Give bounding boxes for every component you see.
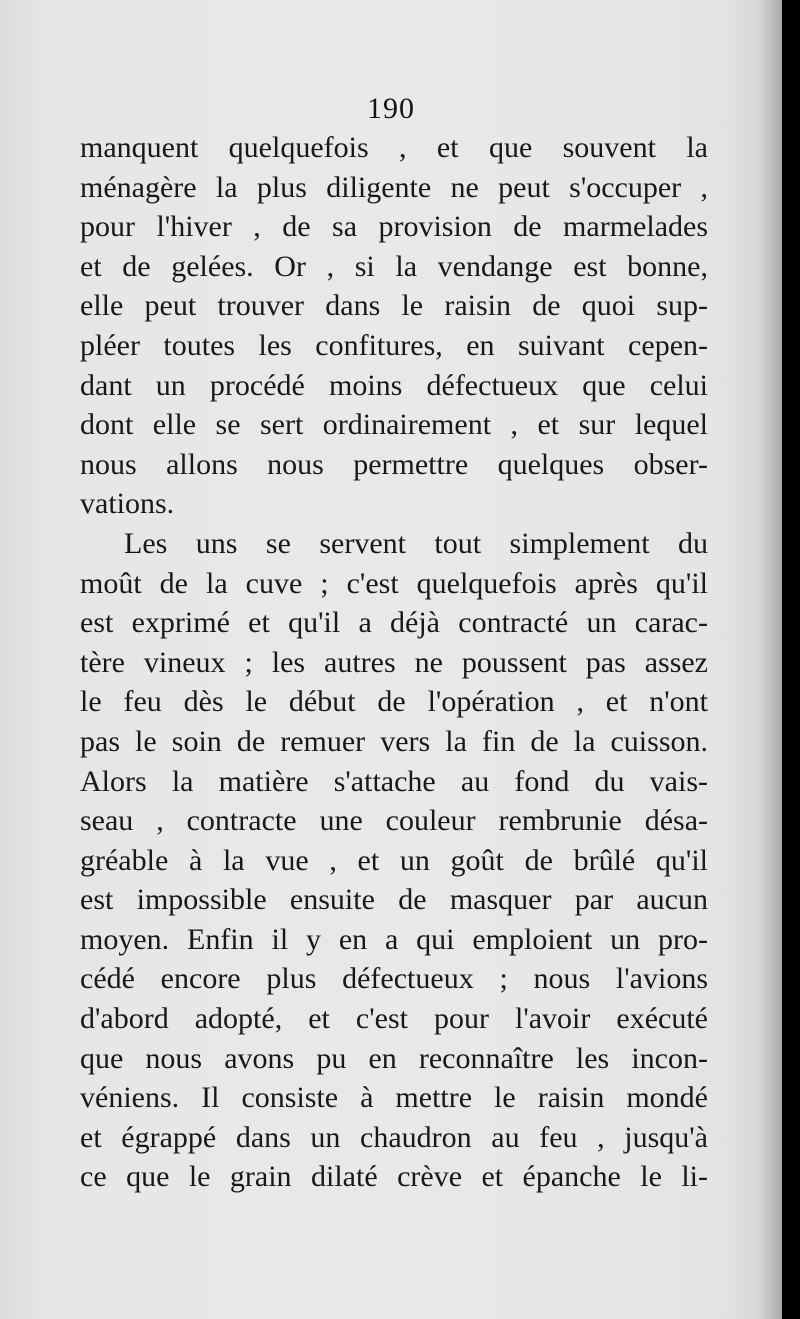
text-line: nous allons nous permettre quelques obser- bbox=[80, 447, 708, 481]
text-line: pour l'hiver , de sa provision de marmelades bbox=[80, 210, 708, 244]
text-line: elle peut trouver dans le raisin de quoi sup- bbox=[80, 289, 708, 323]
text-line: ce que le grain dilaté crève et épanche le li- bbox=[80, 1160, 708, 1194]
text-line: véniens. Il consiste à mettre le raisin mondé bbox=[80, 1081, 708, 1115]
text-line: pas le soin de remuer vers la fin de la cuisson. bbox=[80, 724, 708, 758]
page-edge-shadow bbox=[758, 0, 782, 1319]
text-line: est impossible ensuite de masquer par aucun bbox=[80, 883, 708, 917]
text-line: gréable à la vue , et un goût de brûlé qu'il bbox=[80, 843, 708, 877]
text-line: que nous avons pu en reconnaître les incon- bbox=[80, 1041, 708, 1075]
text-line: pléer toutes les confitures, en suivant cepen- bbox=[80, 328, 708, 362]
text-line: tère vineux ; les autres ne poussent pas assez bbox=[80, 645, 708, 679]
page-number: 190 bbox=[367, 92, 415, 125]
text-line: Alors la matière s'attache au fond du vais- bbox=[80, 764, 708, 798]
text-line: moyen. Enfin il y en a qui emploient un pro- bbox=[80, 922, 708, 956]
text-line: seau , contracte une couleur rembrunie désa- bbox=[80, 804, 708, 838]
paragraph-start-line: Les uns se servent tout simplement du bbox=[124, 526, 708, 560]
text-line: cédé encore plus défectueux ; nous l'avions bbox=[80, 962, 708, 996]
text-line: dont elle se sert ordinairement , et sur lequel bbox=[80, 408, 708, 442]
paragraph-end-line: vations. bbox=[80, 487, 175, 521]
text-line: moût de la cuve ; c'est quelquefois après qu'il bbox=[80, 566, 708, 600]
body-text bbox=[80, 128, 708, 1197]
text-line: dant un procédé moins défectueux que celui bbox=[80, 368, 708, 402]
text-line: le feu dès le début de l'opération , et n'ont bbox=[80, 685, 708, 719]
text-line: et de gelées. Or , si la vendange est bonne, bbox=[80, 249, 708, 283]
text-line: manquent quelquefois , et que souvent la bbox=[80, 131, 708, 164]
text-line: ménagère la plus diligente ne peut s'occuper , bbox=[80, 170, 708, 204]
text-line: d'abord adopté, et c'est pour l'avoir exécuté bbox=[80, 1002, 708, 1036]
text-line: est exprimé et qu'il a déjà contracté un carac- bbox=[80, 606, 708, 640]
text-line: et égrappé dans un chaudron au feu , jusqu'à bbox=[80, 1120, 708, 1154]
